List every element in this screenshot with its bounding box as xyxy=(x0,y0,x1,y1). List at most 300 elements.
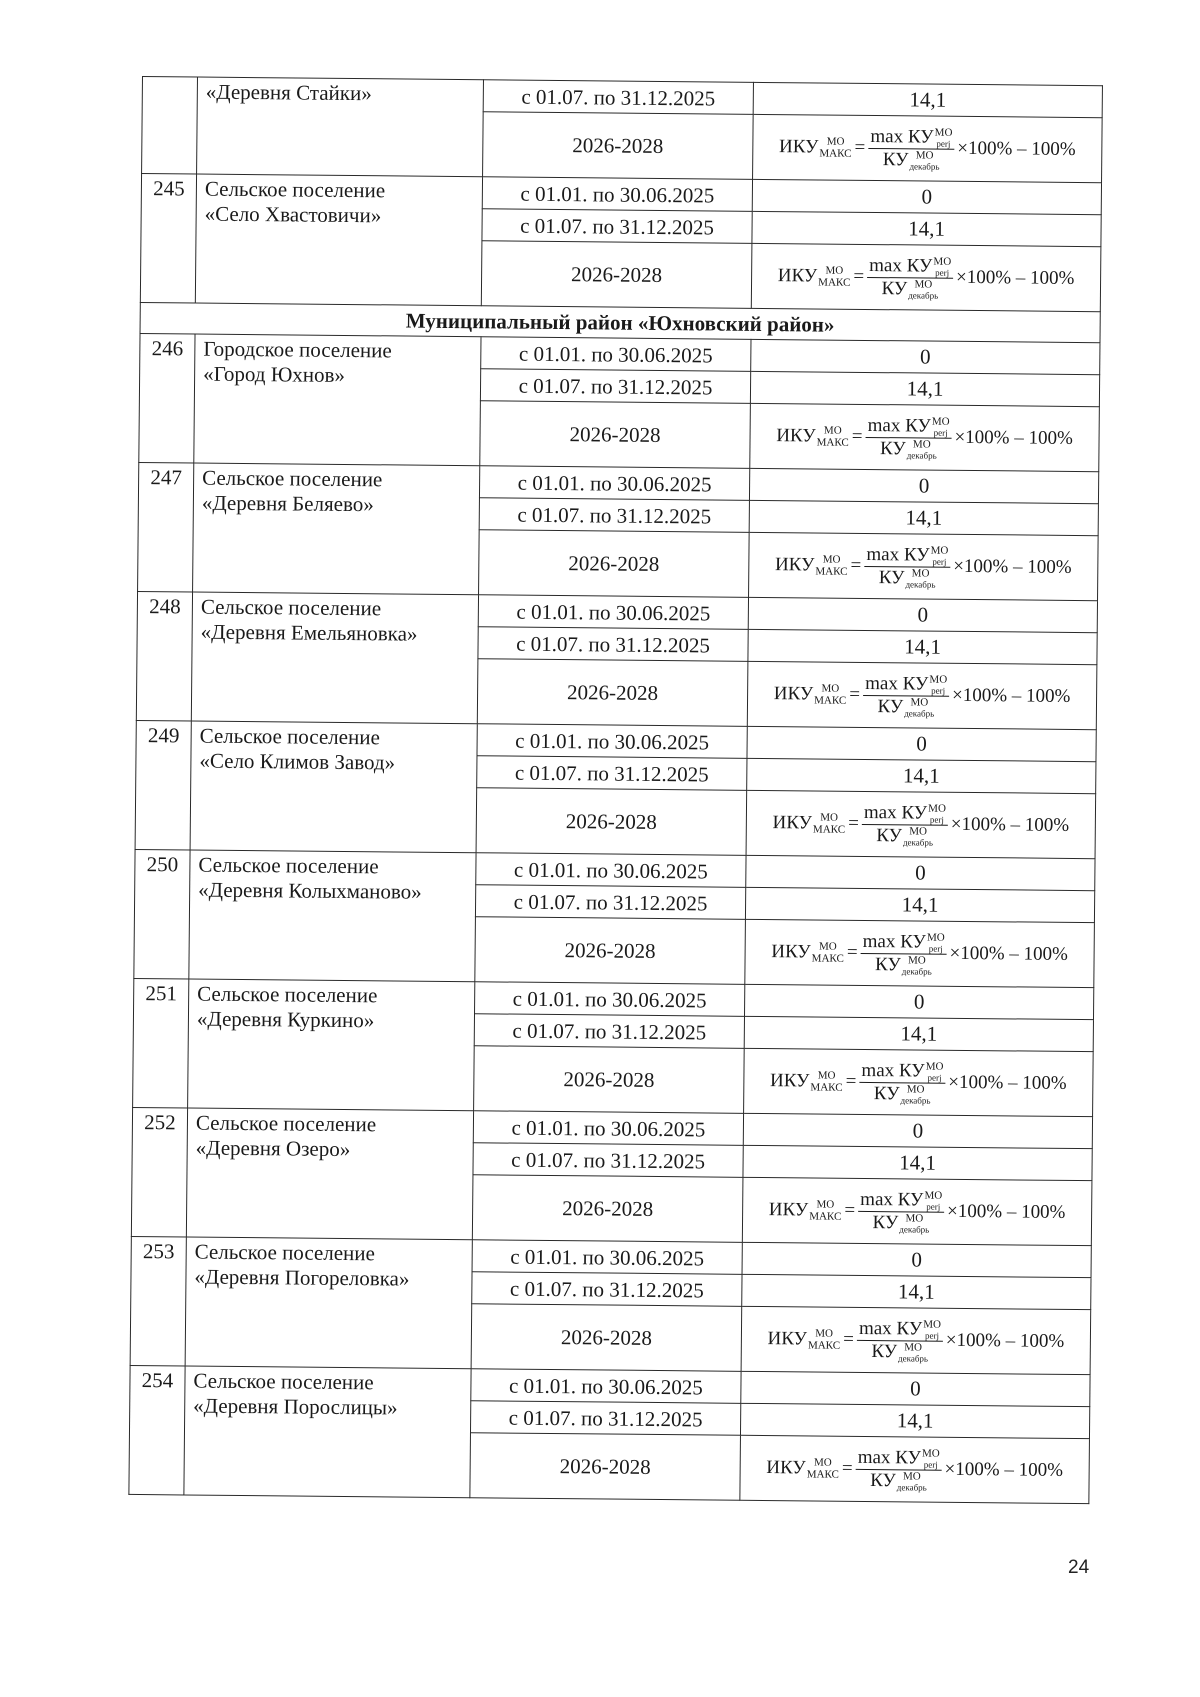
formula-den-symbol: КУ xyxy=(878,566,905,588)
formula-denominator xyxy=(875,696,936,719)
formula-num-indices xyxy=(923,1318,941,1340)
formula-den-symbol: КУ xyxy=(871,1340,898,1362)
formula-den-sup: МО xyxy=(906,1082,925,1096)
table-body xyxy=(129,77,1103,1504)
value-cell: 0 xyxy=(751,339,1100,374)
formula-denominator xyxy=(873,954,934,977)
formula-num-sub: perj xyxy=(923,1459,938,1470)
value-cell: 14,1 xyxy=(749,500,1098,535)
formula-den-symbol: КУ xyxy=(874,953,901,975)
formula-tail: ×100% – 100% xyxy=(946,1200,1066,1223)
formula-tail: ×100% – 100% xyxy=(948,1071,1067,1094)
formula-den-sub: декабрь xyxy=(900,1094,931,1106)
period-cell: с 01.07. по 31.12.2025 xyxy=(479,498,749,533)
formula-equals: = xyxy=(845,1070,857,1092)
period-cell: с 01.01. по 30.06.2025 xyxy=(475,982,745,1017)
formula-den-sup: МО xyxy=(914,277,933,291)
formula-cell xyxy=(740,1435,1090,1503)
formula-lhs-sub: МАКС xyxy=(806,1468,839,1481)
formula-lhs-symbol: ИКУ xyxy=(773,683,814,705)
formula-den-indices xyxy=(897,1470,927,1492)
formula-lhs-indices xyxy=(813,811,845,835)
formula-ikum xyxy=(767,1317,1064,1365)
period-cell: с 01.01. по 30.06.2025 xyxy=(477,724,747,759)
formula-denominator xyxy=(877,567,938,590)
period-cell: с 01.07. по 31.12.2025 xyxy=(472,1272,742,1307)
formula-den-sup: МО xyxy=(902,1469,921,1483)
row-number-cell: 247 xyxy=(138,462,194,592)
formula-num-indices xyxy=(927,931,945,953)
period-cell: с 01.01. по 30.06.2025 xyxy=(473,1111,743,1146)
formula-num-symbol: max КУ xyxy=(861,1059,925,1082)
formula-den-sub: декабрь xyxy=(908,289,939,301)
settlement-name: «Деревня Беляево» xyxy=(201,490,374,517)
period-cell: с 01.01. по 30.06.2025 xyxy=(479,466,749,501)
value-cell: 14,1 xyxy=(745,887,1094,922)
formula-equals: = xyxy=(841,1457,853,1479)
formula-cell xyxy=(745,919,1095,987)
table-row xyxy=(142,77,1102,118)
district-title: Муниципальный район «Юхновский район» xyxy=(140,302,1100,342)
formula-num-symbol: max КУ xyxy=(857,1446,922,1469)
period-cell: 2026-2028 xyxy=(483,112,754,180)
formula-num-symbol: max КУ xyxy=(863,801,928,824)
formula-num-indices xyxy=(928,802,946,824)
formula-lhs-indices xyxy=(812,940,844,964)
formula-den-sub: декабрь xyxy=(899,1223,930,1235)
formula-num-symbol: max КУ xyxy=(869,254,933,277)
settlement-name-cell xyxy=(189,850,476,982)
formula-lhs-symbol: ИКУ xyxy=(777,265,818,287)
formula-num-sub: perj xyxy=(935,267,950,278)
period-cell: с 01.07. по 31.12.2025 xyxy=(483,80,753,115)
formula-lhs-sup: МО xyxy=(817,1069,836,1082)
formula-lhs-sub: МАКС xyxy=(807,1339,841,1352)
formula-lhs-indices xyxy=(818,265,850,289)
formula-lhs-sup: МО xyxy=(820,811,839,824)
formula-num-indices xyxy=(932,415,950,437)
formula-num-sub: perj xyxy=(936,138,951,149)
formula-den-symbol: КУ xyxy=(872,1211,899,1233)
settlement-type: Сельское поселение xyxy=(198,852,379,879)
formula-lhs xyxy=(771,940,844,965)
formula-num-sub: perj xyxy=(929,814,945,825)
formula-num-indices xyxy=(933,255,951,277)
formula-lhs-sub: МАКС xyxy=(812,823,846,836)
formula-cell xyxy=(744,1048,1094,1116)
formula-den-sub: декабрь xyxy=(904,707,935,719)
formula-den-sup: МО xyxy=(909,824,928,838)
formula-numerator xyxy=(864,543,950,567)
formula-lhs-sup: МО xyxy=(813,1456,832,1469)
formula-den-indices xyxy=(904,696,934,718)
formula-lhs-symbol: ИКУ xyxy=(774,554,815,576)
period-cell: 2026-2028 xyxy=(471,1304,742,1372)
tariff-index-table xyxy=(128,76,1103,1504)
formula-denominator xyxy=(869,1341,930,1364)
period-cell: с 01.07. по 31.12.2025 xyxy=(478,627,748,662)
formula-lhs xyxy=(774,682,847,707)
settlement-type: Сельское поселение xyxy=(193,1368,374,1395)
formula-den-sub: декабрь xyxy=(901,965,932,977)
formula-den-indices xyxy=(899,1212,929,1234)
formula-num-sub: perj xyxy=(933,427,948,438)
formula-denominator xyxy=(868,1470,929,1493)
formula-den-sub: декабрь xyxy=(906,449,937,461)
settlement-name-cell xyxy=(184,1366,471,1498)
period-cell: 2026-2028 xyxy=(472,1175,743,1243)
formula-num-indices xyxy=(935,126,953,148)
formula-num-sup: МО xyxy=(931,415,950,428)
formula-num-indices xyxy=(926,1060,944,1082)
formula-fraction xyxy=(858,1188,944,1234)
period-cell: 2026-2028 xyxy=(470,1433,741,1501)
formula-lhs-sup: МО xyxy=(822,553,841,566)
value-cell: 14,1 xyxy=(740,1403,1089,1438)
value-cell: 14,1 xyxy=(753,82,1102,117)
formula-equals: = xyxy=(848,812,859,834)
formula-lhs-symbol: ИКУ xyxy=(766,1457,806,1479)
formula-lhs-sup: МО xyxy=(821,682,840,695)
period-cell: 2026-2028 xyxy=(479,530,750,598)
formula-fraction xyxy=(857,1317,943,1363)
formula-lhs-symbol: ИКУ xyxy=(778,136,819,158)
settlement-type: Сельское поселение xyxy=(195,1110,377,1137)
formula-cell xyxy=(751,243,1101,311)
period-cell: с 01.07. по 31.12.2025 xyxy=(477,756,747,791)
formula-lhs xyxy=(772,811,845,836)
period-cell: с 01.01. по 30.06.2025 xyxy=(481,337,751,372)
formula-cell xyxy=(753,114,1103,182)
formula-den-indices xyxy=(898,1341,928,1363)
settlement-name-cell xyxy=(194,334,481,466)
settlement-name-cell xyxy=(188,979,475,1111)
formula-denominator xyxy=(871,1212,932,1235)
value-cell: 14,1 xyxy=(743,1145,1092,1180)
value-cell: 14,1 xyxy=(742,1274,1091,1309)
formula-ikum xyxy=(769,1188,1066,1236)
formula-lhs-sub: МАКС xyxy=(818,276,851,289)
formula-fraction xyxy=(868,125,954,171)
settlement-type: Сельское поселение xyxy=(194,1239,376,1266)
formula-num-symbol: max КУ xyxy=(870,125,934,148)
settlement-name: «Село Хвастовичи» xyxy=(204,201,382,228)
formula-lhs-sub: МАКС xyxy=(810,1081,843,1094)
formula-fraction xyxy=(863,672,949,718)
formula-lhs-symbol: ИКУ xyxy=(767,1328,808,1350)
formula-lhs xyxy=(766,1456,839,1481)
formula-num-symbol: max КУ xyxy=(867,414,931,437)
formula-numerator xyxy=(868,125,954,149)
formula-lhs-sup: МО xyxy=(823,424,842,437)
formula-lhs-symbol: ИКУ xyxy=(776,425,816,447)
row-number-cell: 249 xyxy=(135,720,191,850)
formula-lhs-symbol: ИКУ xyxy=(771,941,811,963)
formula-den-sup: МО xyxy=(905,1211,924,1225)
formula-num-sub: perj xyxy=(926,1201,941,1212)
formula-den-sup: МО xyxy=(907,953,926,967)
formula-lhs-indices xyxy=(814,682,846,706)
formula-lhs-symbol: ИКУ xyxy=(768,1199,809,1221)
settlement-type: Сельское поселение xyxy=(197,981,378,1008)
formula-lhs-sup: МО xyxy=(825,264,844,277)
formula-ikum xyxy=(770,1059,1067,1107)
formula-ikum xyxy=(774,672,1071,720)
row-number-cell: 252 xyxy=(131,1107,187,1237)
row-number-cell: 251 xyxy=(133,978,189,1108)
page-number: 24 xyxy=(1068,1557,1090,1578)
formula-lhs-indices xyxy=(807,1456,839,1480)
formula-lhs-sup: МО xyxy=(815,1327,834,1340)
period-cell: с 01.07. по 31.12.2025 xyxy=(480,369,750,404)
settlement-type: Сельское поселение xyxy=(204,176,386,203)
formula-numerator xyxy=(861,930,947,954)
formula-den-sub: декабрь xyxy=(896,1481,927,1493)
period-cell: 2026-2028 xyxy=(475,917,746,985)
formula-num-sup: МО xyxy=(934,126,953,139)
formula-numerator xyxy=(857,1317,943,1341)
formula-tail: ×100% – 100% xyxy=(953,555,1072,578)
formula-ikum xyxy=(778,254,1075,302)
value-cell: 0 xyxy=(743,1113,1092,1148)
formula-denominator xyxy=(879,278,940,301)
formula-tail: ×100% – 100% xyxy=(955,266,1075,289)
formula-den-symbol: КУ xyxy=(870,1469,896,1491)
settlement-type: Сельское поселение xyxy=(200,594,382,621)
formula-equals: = xyxy=(843,1328,854,1350)
row-number-cell: 254 xyxy=(129,1365,185,1495)
formula-num-sub: perj xyxy=(924,1330,940,1341)
settlement-name: «Деревня Колыхманово» xyxy=(198,877,422,904)
formula-denominator xyxy=(878,438,939,461)
formula-den-symbol: КУ xyxy=(873,1082,900,1104)
formula-num-symbol: max КУ xyxy=(860,1188,924,1211)
period-cell: 2026-2028 xyxy=(477,659,748,727)
formula-den-indices xyxy=(909,149,939,171)
period-cell: 2026-2028 xyxy=(480,401,751,469)
formula-cell xyxy=(747,661,1097,729)
formula-den-indices xyxy=(900,1083,930,1105)
formula-numerator xyxy=(867,254,953,278)
formula-fraction xyxy=(859,1059,945,1105)
formula-equals: = xyxy=(849,683,861,705)
formula-lhs-sup: МО xyxy=(816,1198,835,1211)
settlement-name: «Деревня Порослицы» xyxy=(193,1393,398,1420)
formula-cell xyxy=(741,1306,1091,1374)
settlement-name: «Деревня Куркино» xyxy=(196,1006,375,1033)
formula-tail: ×100% – 100% xyxy=(949,942,1069,965)
formula-lhs xyxy=(769,1198,842,1223)
formula-tail: ×100% – 100% xyxy=(951,684,1071,707)
formula-ikum xyxy=(776,414,1073,462)
formula-lhs xyxy=(770,1069,843,1094)
formula-equals: = xyxy=(854,136,866,158)
formula-den-sup: МО xyxy=(912,437,931,451)
period-cell: 2026-2028 xyxy=(474,1046,745,1114)
formula-denominator xyxy=(874,825,935,848)
formula-lhs xyxy=(767,1327,840,1352)
settlement-name: «Деревня Озеро» xyxy=(195,1135,351,1162)
formula-ikum xyxy=(775,543,1072,591)
formula-num-sup: МО xyxy=(928,802,947,815)
formula-lhs-indices xyxy=(809,1198,841,1222)
formula-lhs-symbol: ИКУ xyxy=(772,812,813,834)
row-number-cell xyxy=(142,77,198,175)
formula-den-indices xyxy=(903,825,933,847)
value-cell: 0 xyxy=(745,984,1094,1019)
settlement-name: «Город Юхнов» xyxy=(203,361,346,387)
formula-equals: = xyxy=(853,265,865,287)
formula-tail: ×100% – 100% xyxy=(945,1329,1065,1352)
formula-den-symbol: КУ xyxy=(876,824,903,846)
row-number-cell: 250 xyxy=(134,849,190,979)
period-cell: 2026-2028 xyxy=(476,788,747,856)
formula-equals: = xyxy=(850,554,862,576)
settlement-type: Сельское поселение xyxy=(199,723,380,750)
formula-fraction xyxy=(865,414,951,460)
settlement-name: «Деревня Емельяновка» xyxy=(200,619,418,646)
settlement-name-cell xyxy=(186,1108,473,1240)
formula-den-sub: декабрь xyxy=(902,836,934,848)
settlement-name-cell xyxy=(190,721,477,853)
formula-num-sup: МО xyxy=(924,1189,943,1202)
formula-den-indices xyxy=(907,438,937,460)
formula-den-sub: декабрь xyxy=(909,160,940,172)
formula-tail: ×100% – 100% xyxy=(957,137,1076,160)
formula-num-indices xyxy=(931,544,949,566)
formula-lhs-symbol: ИКУ xyxy=(769,1070,810,1092)
formula-den-indices xyxy=(908,278,938,300)
formula-denominator xyxy=(872,1083,933,1106)
formula-numerator xyxy=(866,414,952,438)
row-number-cell: 253 xyxy=(130,1236,186,1366)
formula-num-indices xyxy=(924,1189,942,1211)
formula-num-sup: МО xyxy=(926,931,945,944)
formula-lhs-sub: МАКС xyxy=(815,565,848,578)
formula-ikum xyxy=(766,1446,1063,1494)
settlement-name: «Деревня Стайки» xyxy=(205,79,372,106)
settlement-name-cell xyxy=(195,174,482,306)
formula-numerator xyxy=(863,672,949,696)
formula-num-sub: perj xyxy=(931,685,946,696)
formula-lhs-indices xyxy=(808,1327,840,1351)
formula-lhs-indices xyxy=(819,136,851,160)
value-cell: 14,1 xyxy=(752,211,1101,246)
value-cell: 14,1 xyxy=(750,371,1099,406)
formula-lhs-sub: МАКС xyxy=(811,952,844,965)
formula-den-sub: декабрь xyxy=(905,578,936,590)
formula-ikum xyxy=(779,125,1076,173)
value-cell: 0 xyxy=(746,855,1095,890)
formula-ikum xyxy=(772,801,1069,849)
row-number-cell: 246 xyxy=(139,333,195,463)
period-cell: с 01.01. по 30.06.2025 xyxy=(472,1240,742,1275)
settlement-type: Сельское поселение xyxy=(202,465,383,492)
row-number-cell: 248 xyxy=(136,591,192,721)
formula-ikum xyxy=(771,930,1068,978)
formula-lhs-indices xyxy=(815,553,847,577)
formula-den-sub: декабрь xyxy=(898,1352,929,1364)
formula-lhs xyxy=(778,264,851,289)
formula-den-sup: МО xyxy=(915,148,934,162)
formula-lhs-indices xyxy=(817,424,849,448)
period-cell: с 01.01. по 30.06.2025 xyxy=(471,1369,741,1404)
formula-lhs-sub: МАКС xyxy=(814,694,847,707)
formula-cell xyxy=(746,790,1096,858)
period-cell: с 01.07. по 31.12.2025 xyxy=(473,1143,743,1178)
formula-tail: ×100% – 100% xyxy=(944,1458,1064,1481)
formula-den-symbol: КУ xyxy=(882,148,909,170)
settlement-name: «Деревня Погореловка» xyxy=(194,1264,410,1291)
formula-denominator xyxy=(881,149,942,172)
period-cell: с 01.01. по 30.06.2025 xyxy=(476,853,746,888)
formula-num-sub: perj xyxy=(928,943,943,954)
formula-lhs xyxy=(776,424,849,449)
period-cell: 2026-2028 xyxy=(481,241,752,309)
period-cell: с 01.01. по 30.06.2025 xyxy=(478,595,748,630)
formula-num-symbol: max КУ xyxy=(858,1317,923,1340)
formula-tail: ×100% – 100% xyxy=(954,426,1073,449)
settlement-type: Городское поселение xyxy=(203,336,392,363)
formula-cell xyxy=(750,403,1100,471)
value-cell: 0 xyxy=(749,468,1098,503)
formula-lhs xyxy=(775,553,848,578)
value-cell: 0 xyxy=(748,597,1097,632)
formula-cell xyxy=(749,532,1099,600)
formula-lhs-indices xyxy=(810,1069,842,1093)
formula-lhs-sup: МО xyxy=(818,940,837,953)
formula-den-symbol: КУ xyxy=(879,437,906,459)
period-cell: с 01.07. по 31.12.2025 xyxy=(482,209,752,244)
formula-numerator xyxy=(859,1059,945,1083)
settlement-name-cell xyxy=(197,77,484,177)
settlement-name: «Село Климов Завод» xyxy=(199,748,396,775)
formula-num-symbol: max КУ xyxy=(865,672,929,695)
value-cell: 0 xyxy=(741,1371,1090,1406)
settlement-name-cell xyxy=(193,463,480,595)
formula-numerator xyxy=(858,1188,944,1212)
formula-equals: = xyxy=(844,1199,856,1221)
formula-fraction xyxy=(862,801,948,847)
row-number-cell: 245 xyxy=(140,174,196,304)
formula-equals: = xyxy=(846,941,858,963)
formula-num-sup: МО xyxy=(933,255,952,268)
value-cell: 0 xyxy=(747,726,1096,761)
formula-num-sub: perj xyxy=(932,556,947,567)
formula-num-symbol: max КУ xyxy=(862,930,927,953)
formula-num-sup: МО xyxy=(930,544,949,557)
formula-numerator xyxy=(862,801,948,825)
formula-den-indices xyxy=(902,954,932,976)
formula-num-symbol: max КУ xyxy=(866,543,930,566)
formula-lhs-sub: МАКС xyxy=(816,436,849,449)
formula-fraction xyxy=(855,1446,941,1492)
value-cell: 14,1 xyxy=(748,629,1097,664)
period-cell: с 01.07. по 31.12.2025 xyxy=(475,885,745,920)
formula-lhs-sub: МАКС xyxy=(809,1210,842,1223)
formula-den-symbol: КУ xyxy=(881,277,908,299)
formula-num-sup: МО xyxy=(921,1447,940,1460)
value-cell: 14,1 xyxy=(747,758,1096,793)
formula-fraction xyxy=(867,254,953,300)
formula-lhs xyxy=(779,135,852,160)
formula-cell xyxy=(742,1177,1092,1245)
settlement-name-cell xyxy=(185,1237,472,1369)
formula-fraction xyxy=(860,930,946,976)
formula-num-sup: МО xyxy=(929,673,948,686)
formula-tail: ×100% – 100% xyxy=(950,813,1070,836)
formula-fraction xyxy=(864,543,950,589)
